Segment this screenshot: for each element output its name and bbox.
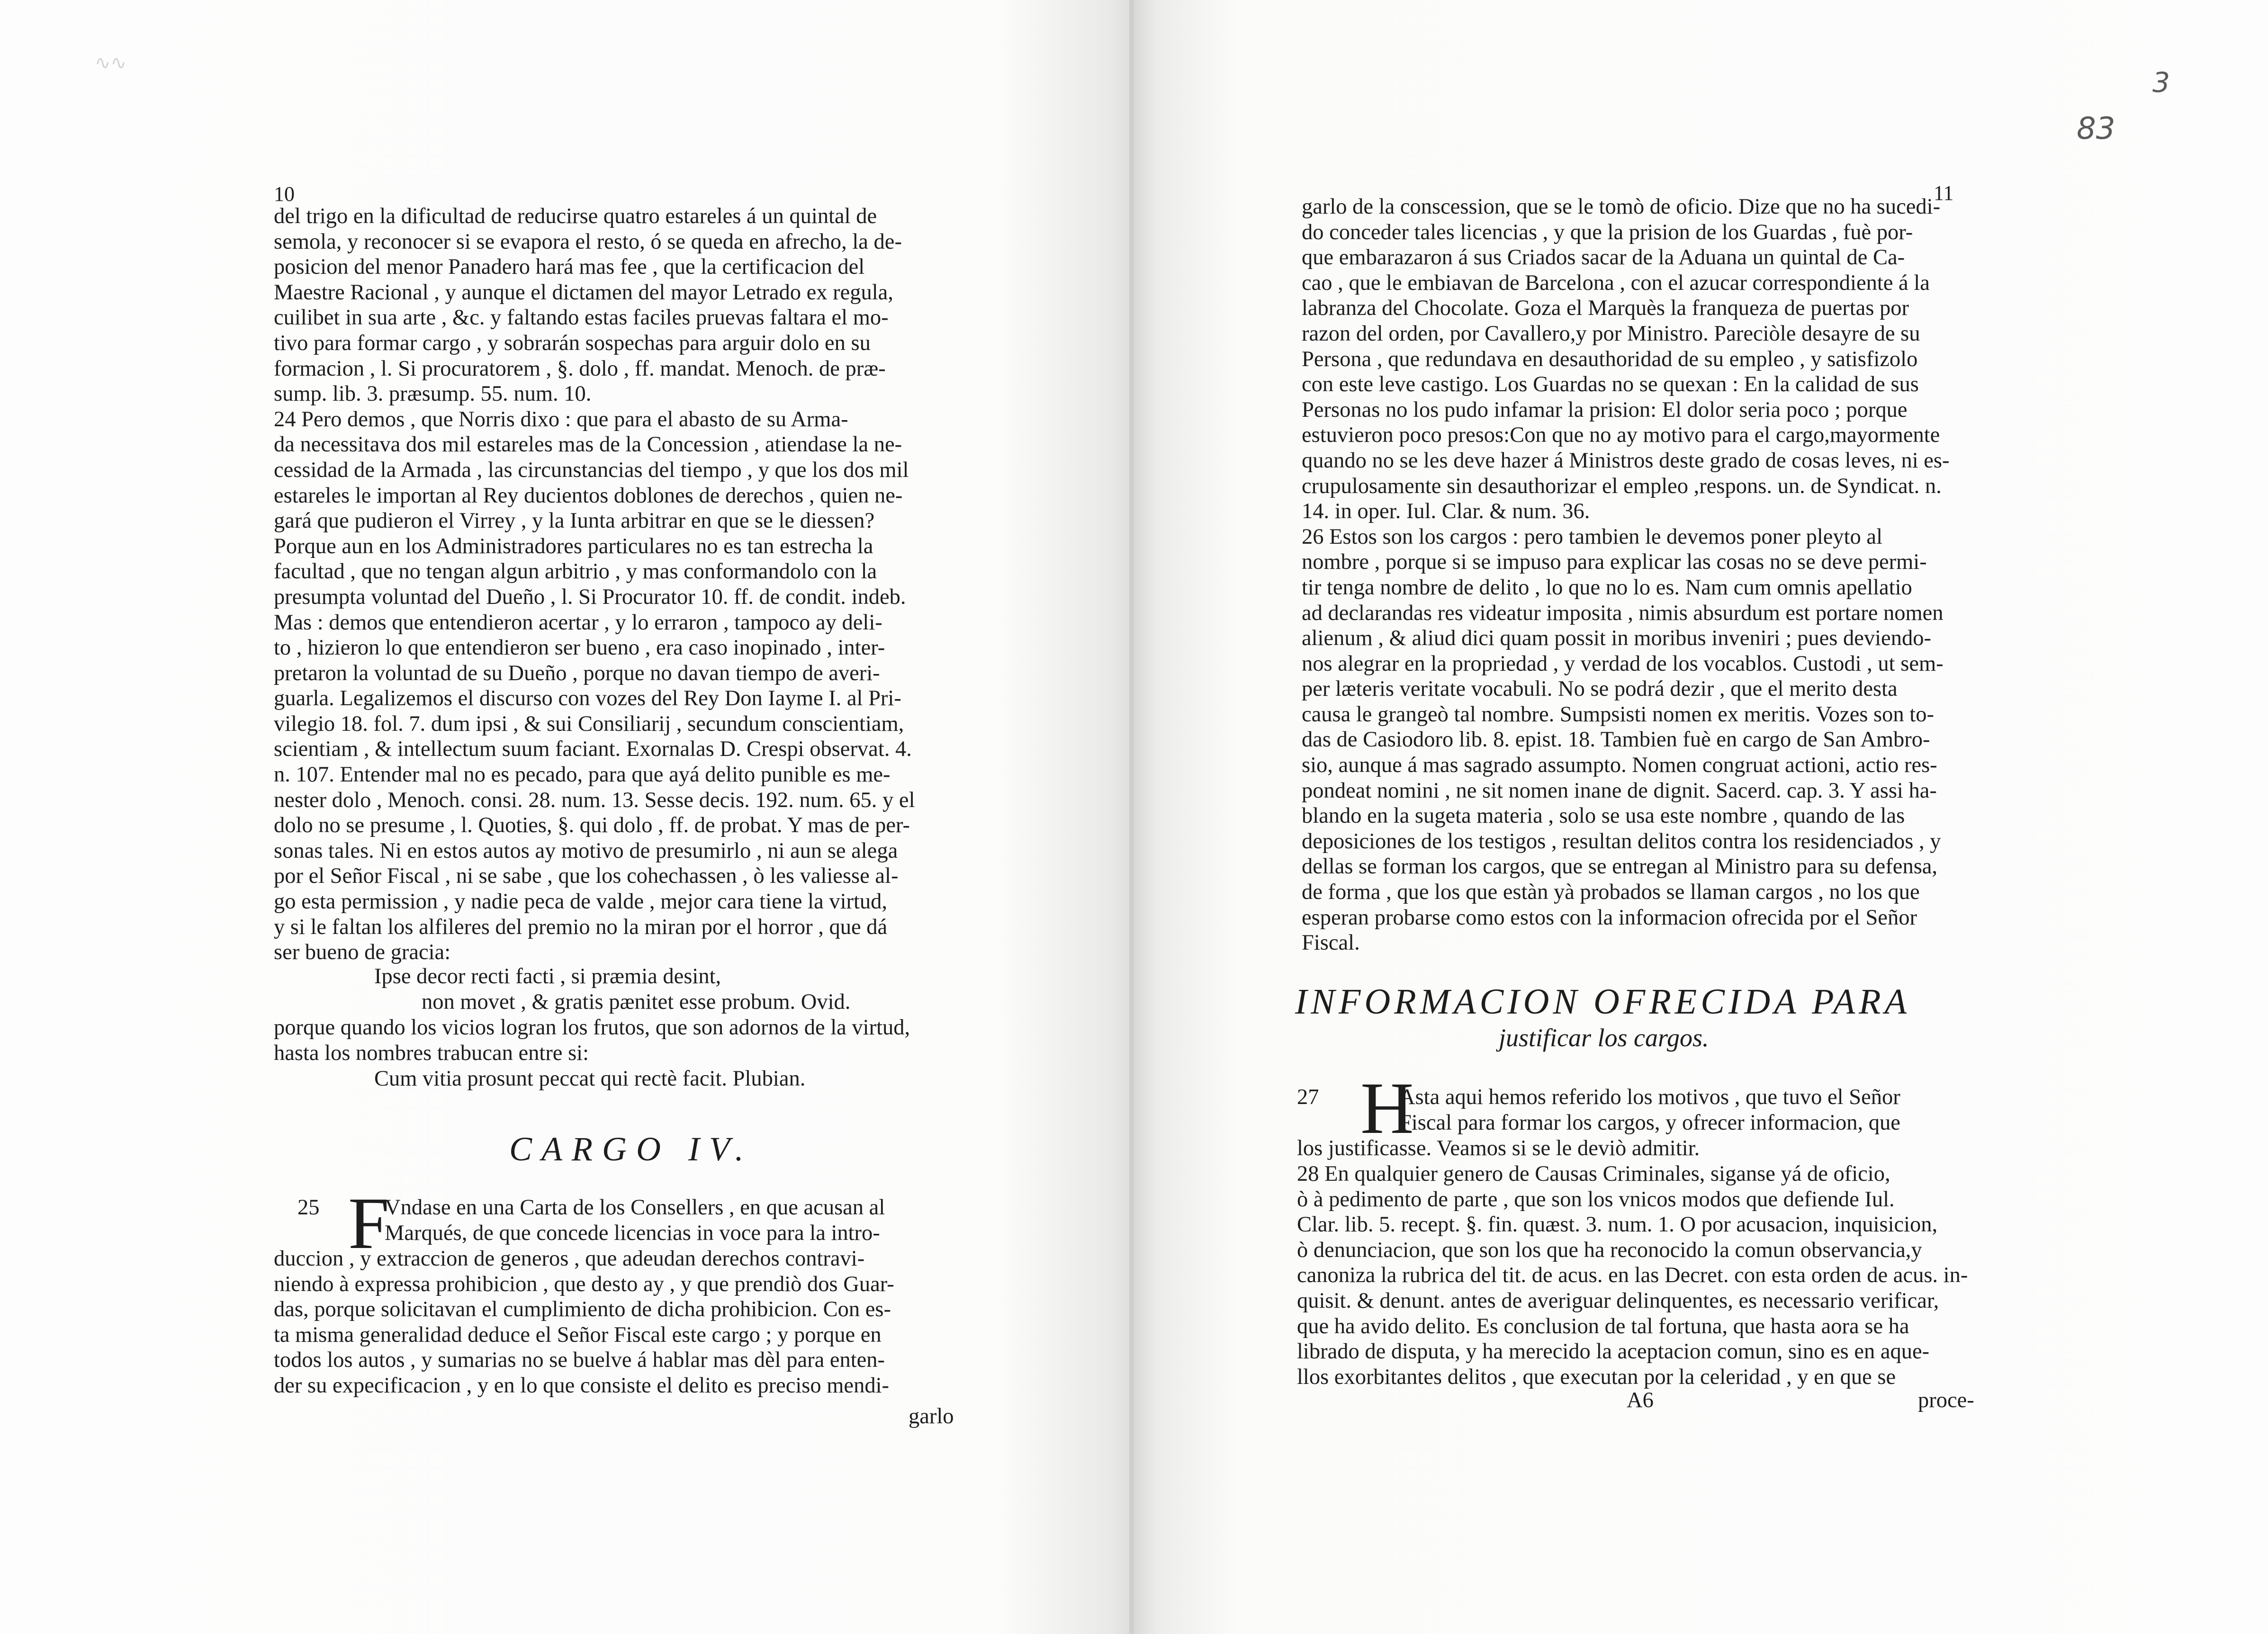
text-line: 28 En qualquier genero de Causas Criminales, siganse yá de oficio, bbox=[1297, 1162, 1890, 1186]
text-line: do conceder tales licencias , y que la prision de los Guardas , fuè por- bbox=[1302, 220, 1913, 244]
text-line: scientiam , & intellectum suum faciant. Exornalas D. Crespi observat. 4. bbox=[274, 737, 912, 762]
text-line: go esta permission , y nadie peca de valde , mejor cara tiene la virtud, bbox=[274, 889, 888, 914]
text-line: gará que pudieron el Virrey , y la Iunta arbitrar en que se le diessen? bbox=[274, 509, 875, 533]
text-line: estareles le importan al Rey ducientos doblones de derechos , quien ne- bbox=[274, 483, 903, 508]
text-line: causa le grangeò tal nombre. Sumpsisti nomen ex meritis. Vozes son to- bbox=[1302, 702, 1934, 727]
text-line: tir tenga nombre de delito , lo que no lo es. Nam cum omnis apellatio bbox=[1302, 575, 1912, 600]
information-subheading: justificar los cargos. bbox=[1499, 1023, 1709, 1052]
text-line: tivo para formar cargo , y sobrarán sospechas para arguir dolo en su bbox=[274, 331, 871, 355]
text-line: Mas : demos que entendieron acertar , y lo erraron , tampoco ay deli- bbox=[274, 610, 882, 635]
text-line: to , hizieron lo que entendieron ser bueno , era caso inopinado , inter- bbox=[274, 636, 885, 660]
text-line: razon del orden, por Cavallero,y por Ministro. Pareciòle desayre de su bbox=[1302, 321, 1920, 346]
text-line: canoniza la rubrica del tit. de acus. en las Decret. con esta orden de acus. in- bbox=[1297, 1263, 1968, 1288]
text-line: estuvieron poco presos:Con que no ay motivo para el cargo,mayormente bbox=[1302, 423, 1940, 448]
text-line: n. 107. Entender mal no es pecado, para que ayá delito punible es me- bbox=[274, 763, 891, 787]
text-line: nester dolo , Menoch. consi. 28. num. 13. Sesse decis. 192. num. 65. y el bbox=[274, 788, 915, 812]
text-line: pondeat nomini , ne sit nomen inane de dignit. Sacerd. cap. 3. Y assi ha- bbox=[1302, 778, 1937, 803]
text-line: das, porque solicitavan el cumplimiento de dicha prohibicion. Con es- bbox=[274, 1297, 891, 1322]
text-line: ta misma generalidad deduce el Señor Fiscal este cargo ; y porque en bbox=[274, 1322, 882, 1347]
text-line: por el Señor Fiscal , ni se sabe , que los cohechassen , ò les valiesse al- bbox=[274, 864, 899, 889]
text-line: Vndase en una Carta de los Consellers , en que acusan al bbox=[385, 1195, 885, 1220]
catchword-left: garlo bbox=[909, 1404, 954, 1428]
text-line: que embarazaron á sus Criados sacar de la Aduana un quintal de Ca- bbox=[1302, 245, 1905, 270]
information-heading: INFORMACION OFRECIDA PARA bbox=[1295, 982, 1911, 1022]
text-line: cao , que le embiavan de Barcelona , con el azucar correspondiente á la bbox=[1302, 270, 1930, 295]
paragraph-27-body bbox=[1297, 1136, 1700, 1161]
text-line: hasta los nombres trabucan entre si: bbox=[274, 1041, 589, 1065]
paper-stain: ∿∿ bbox=[95, 52, 127, 74]
text-line: 14. in oper. Iul. Clar. & num. 36. bbox=[1302, 499, 1590, 524]
text-line: quando no se les deve hazer á Ministros deste grado de cosas leves, ni es- bbox=[1302, 448, 1950, 473]
page-number-left: 10 bbox=[274, 182, 295, 206]
text-line: de forma , que los que estàn yà probados se llaman cargos , no los que bbox=[1302, 880, 1920, 905]
text-line: ò à pedimento de parte , que son los vnicos modos que defiende Iul. bbox=[1297, 1187, 1895, 1212]
text-line: y si le faltan los alfileres del premio no la miran por el horror , que dá bbox=[274, 915, 888, 939]
paragraph-25-body bbox=[274, 1246, 894, 1399]
text-line: Fiscal para formar los cargos, y ofrecer informacion, que bbox=[1399, 1110, 1900, 1135]
text-line: Personas no los pudo infamar la prision: El dolor seria poco ; porque bbox=[1302, 397, 1908, 422]
text-line: nos alegrar en la propriedad , y verdad de los vocablos. Custodi , ut sem- bbox=[1302, 651, 1944, 676]
text-line: Marqués, de que concede licencias in voce para la intro- bbox=[385, 1221, 880, 1245]
text-line: pretaron la voluntad de su Dueño , porque no davan tiempo de averi- bbox=[274, 661, 880, 685]
text-line: Asta aqui hemos referido los motivos , que tuvo el Señor bbox=[1399, 1085, 1900, 1109]
right-page bbox=[1134, 0, 2268, 1634]
text-line: llos exorbitantes delitos , que executan por la celeridad , y en que se bbox=[1297, 1365, 1896, 1389]
text-line: dellas se forman los cargos, que se entregan al Ministro para su defensa, bbox=[1302, 854, 1938, 879]
text-line: ad declarandas res videatur imposita , nimis absurdum est portare nomen bbox=[1302, 601, 1944, 625]
right-body-text bbox=[1302, 194, 1949, 956]
text-line: nombre , porque si se impuso para explicar las cosas no se deve permi- bbox=[1302, 550, 1927, 575]
text-line: que ha avido delito. Es conclusion de tal fortuna, que hasta aora se ha bbox=[1297, 1314, 1909, 1338]
text-line: vilegio 18. fol. 7. dum ipsi , & sui Consiliarij , secundum conscientiam, bbox=[274, 711, 904, 736]
text-line: niendo à expressa prohibicion , que desto ay , y que prendiò dos Guar- bbox=[274, 1272, 894, 1296]
text-line: Fiscal. bbox=[1302, 931, 1360, 955]
text-line: labranza del Chocolate. Goza el Marquès la franqueza de puertas por bbox=[1302, 296, 1909, 321]
text-line: da necessitava dos mil estareles mas de la Concession , atiendase la ne- bbox=[274, 432, 902, 457]
text-line: sonas tales. Ni en estos autos ay motivo de presumirlo , ni aun se alega bbox=[274, 838, 898, 863]
text-line: cuilibet in sua arte , &c. y faltando estas faciles pruevas faltara el mo- bbox=[274, 305, 889, 330]
text-line: dolo no se presume , l. Quoties, §. qui dolo , ff. de probat. Y mas de per- bbox=[274, 813, 910, 838]
text-line: ser bueno de gracia: bbox=[274, 940, 451, 965]
paragraph-number-25: 25 bbox=[297, 1195, 320, 1220]
paragraph-28 bbox=[1297, 1161, 1968, 1390]
text-line: duccion , y extraccion de generos , que adeudan derechos contravi- bbox=[274, 1247, 865, 1271]
drop-cap-h: H bbox=[1360, 1067, 1414, 1149]
text-line: 24 Pero demos , que Norris dixo : que para el abasto de su Arma- bbox=[274, 407, 848, 431]
text-line: esperan probarse como estos con la informacion ofrecida por el Señor bbox=[1302, 905, 1917, 930]
text-line: sio, aunque á mas sagrado assumpto. Nomen congruat actioni, actio res- bbox=[1302, 753, 1937, 778]
text-line: semola, y reconocer si se evapora el resto, ó se queda en afrecho, la de- bbox=[274, 229, 902, 254]
paragraph-27-lead bbox=[1399, 1085, 1900, 1135]
text-line: alienum , & aliud dici quam possit in moribus inveniri ; pues deviendo- bbox=[1302, 626, 1931, 651]
text-line: ò denunciacion, que son los que ha reconocido la comun observancia,y bbox=[1297, 1238, 1922, 1262]
text-line: presumpta voluntad del Dueño , l. Si Procurator 10. ff. de condit. indeb. bbox=[274, 584, 906, 609]
left-prose-after-verse bbox=[274, 1015, 910, 1066]
folio-number: 3 bbox=[2152, 66, 2170, 99]
text-line: Maestre Racional , y aunque el dictamen del mayor Letrado ex regula, bbox=[274, 280, 893, 305]
text-line: facultad , que no tengan algun arbitrio , y mas conformandolo con la bbox=[274, 559, 877, 584]
verse-line-3: Cum vitia prosunt peccat qui rectè facit. Plubian. bbox=[374, 1067, 806, 1091]
text-line: garlo de la conscession, que se le tomò de oficio. Dize que no ha sucedi- bbox=[1302, 195, 1941, 219]
page-number-right: 11 bbox=[1934, 181, 1954, 205]
text-line: 26 Estos son los cargos : pero tambien le devemos poner pleyto al bbox=[1302, 524, 1882, 549]
left-body-text bbox=[274, 204, 915, 965]
verse-line-2: non movet , & gratis pænitet esse probum. Ovid. bbox=[422, 990, 851, 1014]
text-line: sump. lib. 3. præsump. 55. num. 10. bbox=[274, 382, 592, 406]
text-line: todos los autos , y sumarias no se buelve á hablar mas dèl para enten- bbox=[274, 1348, 885, 1373]
text-line: Clar. lib. 5. recept. §. fin. quæst. 3. num. 1. O por acusacion, inquisicion, bbox=[1297, 1212, 1938, 1237]
text-line: crupulosamente sin desauthorizar el empleo ,respons. un. de Syndicat. n. bbox=[1302, 474, 1942, 498]
text-line: der su expecificacion , y en lo que consiste el delito es preciso mendi- bbox=[274, 1373, 889, 1398]
signature-mark: A6 bbox=[1627, 1388, 1654, 1412]
text-line: del trigo en la dificultad de reducirse quatro estareles á un quintal de bbox=[274, 204, 877, 228]
text-line: blando en la sugeta materia , solo se usa este nombre , quando de las bbox=[1302, 804, 1905, 828]
text-line: librado de disputa, y ha merecido la aceptacion comun, sino es en aque- bbox=[1297, 1339, 1930, 1364]
drop-cap-f: F bbox=[348, 1182, 389, 1264]
text-line: das de Casiodoro lib. 8. epist. 18. Tambien fuè en cargo de San Ambro- bbox=[1302, 727, 1930, 752]
cargo-heading: CARGO IV. bbox=[509, 1130, 753, 1168]
text-line: deposiciones de los testigos , resultan delitos contra los residenciados , y bbox=[1302, 829, 1941, 853]
text-line: formacion , l. Si procuratorem , §. dolo , ff. mandat. Menoch. de præ- bbox=[274, 356, 886, 381]
text-line: guarla. Legalizemos el discurso con vozes del Rey Don Iayme I. al Pri- bbox=[274, 686, 901, 711]
text-line: con este leve castigo. Los Guardas no se quexan : En la calidad de sus bbox=[1302, 372, 1919, 397]
text-line: los justificasse. Veamos si se le deviò admitir. bbox=[1297, 1136, 1700, 1160]
text-line: posicion del menor Panadero hará mas fee , que la certificacion del bbox=[274, 255, 865, 279]
text-line: cessidad de la Armada , las circunstancias del tiempo , y que los dos mil bbox=[274, 458, 909, 482]
catchword-right: proce- bbox=[1918, 1388, 1974, 1412]
text-line: quisit. & denunt. antes de averiguar delinquentes, es necessario verificar, bbox=[1297, 1288, 1939, 1313]
text-line: Porque aun en los Administradores particulares no es tan estrecha la bbox=[274, 534, 873, 558]
handwritten-folio-number: 83 bbox=[2077, 111, 2115, 146]
verse-line-1: Ipse decor recti facti , si præmia desint, bbox=[374, 964, 721, 988]
text-line: Persona , que redundava en desauthoridad de su empleo , y satisfizolo bbox=[1302, 347, 1918, 371]
text-line: per læteris veritate vocabuli. No se podrá dezir , que el merito desta bbox=[1302, 677, 1898, 701]
paragraph-number-27: 27 bbox=[1297, 1085, 1319, 1109]
text-line: porque quando los vicios logran los frutos, que son adornos de la virtud, bbox=[274, 1015, 910, 1040]
paragraph-25-lead bbox=[385, 1195, 885, 1246]
